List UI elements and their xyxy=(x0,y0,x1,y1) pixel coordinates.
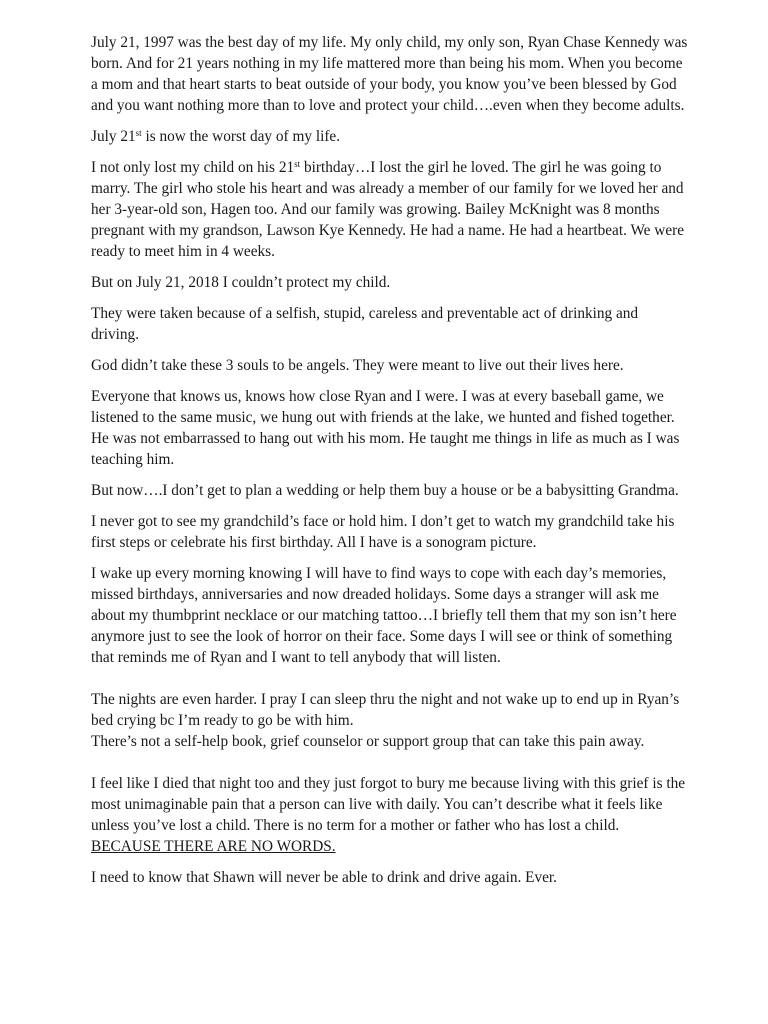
paragraph-no-words xyxy=(91,773,688,857)
text-segment: I not only lost my child on his 21 xyxy=(91,159,295,176)
paragraph-couldnt-protect: But on July 21, 2018 I couldn’t protect my child. xyxy=(91,274,391,291)
text-segment: is now the worst day of my life. xyxy=(141,128,341,145)
paragraph-but-now: But now….I don’t get to plan a wedding or help them buy a house or be a babysitting Grandma. xyxy=(91,482,679,499)
paragraph-final-request: I need to know that Shawn will never be able to drink and drive again. Ever. xyxy=(91,869,557,886)
paragraph-every-morning: I wake up every morning knowing I will have to find ways to cope with each day’s memories, missed birthdays, anniversaries and now dreaded holidays. Some days a stranger will ask me about my thumbprint necklace or our matching tattoo…I briefly tell them that my son isn’t here anymore just to see the look of horror on their face. Some days I will see or think of something that reminds me of Ryan and I want to tell anybody that will listen. xyxy=(91,565,677,666)
underlined-emphasis: BECAUSE THERE ARE NO WORDS. xyxy=(91,838,336,855)
paragraph-birth: July 21, 1997 was the best day of my life. My only child, my only son, Ryan Chase Kennedy was born. And for 21 years nothing in my life mattered more than being his mom. When you become a mom and that heart starts to beat outside of your body, you know you’ve been blessed by God and you want nothing more than to love and protect your child….even when they become adults. xyxy=(91,34,688,114)
paragraph-nights: The nights are even harder. I pray I can sleep thru the night and not wake up to end up in Ryan’s bed crying bc I’m ready to go be with him. xyxy=(91,691,680,729)
superscript-st: st xyxy=(294,159,301,169)
paragraph-close-bond: Everyone that knows us, knows how close Ryan and I were. I was at every baseball game, we listened to the same music, we hung out with friends at the lake, we hunted and fished together. He was not embarrassed to hang out with his mom. He taught me things in life as much as I was teaching him. xyxy=(91,388,680,468)
paragraph-souls: God didn’t take these 3 souls to be angels. They were meant to live out their lives here. xyxy=(91,357,624,374)
text-segment: birthday…I lost the girl he loved. The girl he was going to marry. The girl who stole his heart and was already a member of our family for we loved her and her 3-year-old son, Hagen too. And our family was growing. Bailey McKnight was 8 months pregnant with my grandson, Lawson Kye Kennedy. He had a name. He had a heartbeat. We were ready to meet him in 4 weeks. xyxy=(91,159,685,260)
paragraph-no-help: There’s not a self-help book, grief counselor or support group that can take this pain away. xyxy=(91,733,645,750)
paragraph-worst-day xyxy=(91,126,688,147)
text-segment: July 21 xyxy=(91,128,136,145)
paragraph-grandchild: I never got to see my grandchild’s face or hold him. I don’t get to watch my grandchild take his first steps or celebrate his first birthday. All I have is a sonogram picture. xyxy=(91,513,675,551)
superscript-st: st xyxy=(135,128,142,138)
paragraph-drunk-driving: They were taken because of a selfish, stupid, careless and preventable act of drinking and driving. xyxy=(91,305,639,343)
text-segment: I feel like I died that night too and they just forgot to bury me because living with this grief is the most unimaginable pain that a person can live with daily. You can’t describe what it feels like unless you’ve lost a child. There is no term for a mother or father who has lost a child. xyxy=(91,775,686,834)
paragraph-lost-family xyxy=(91,157,688,262)
